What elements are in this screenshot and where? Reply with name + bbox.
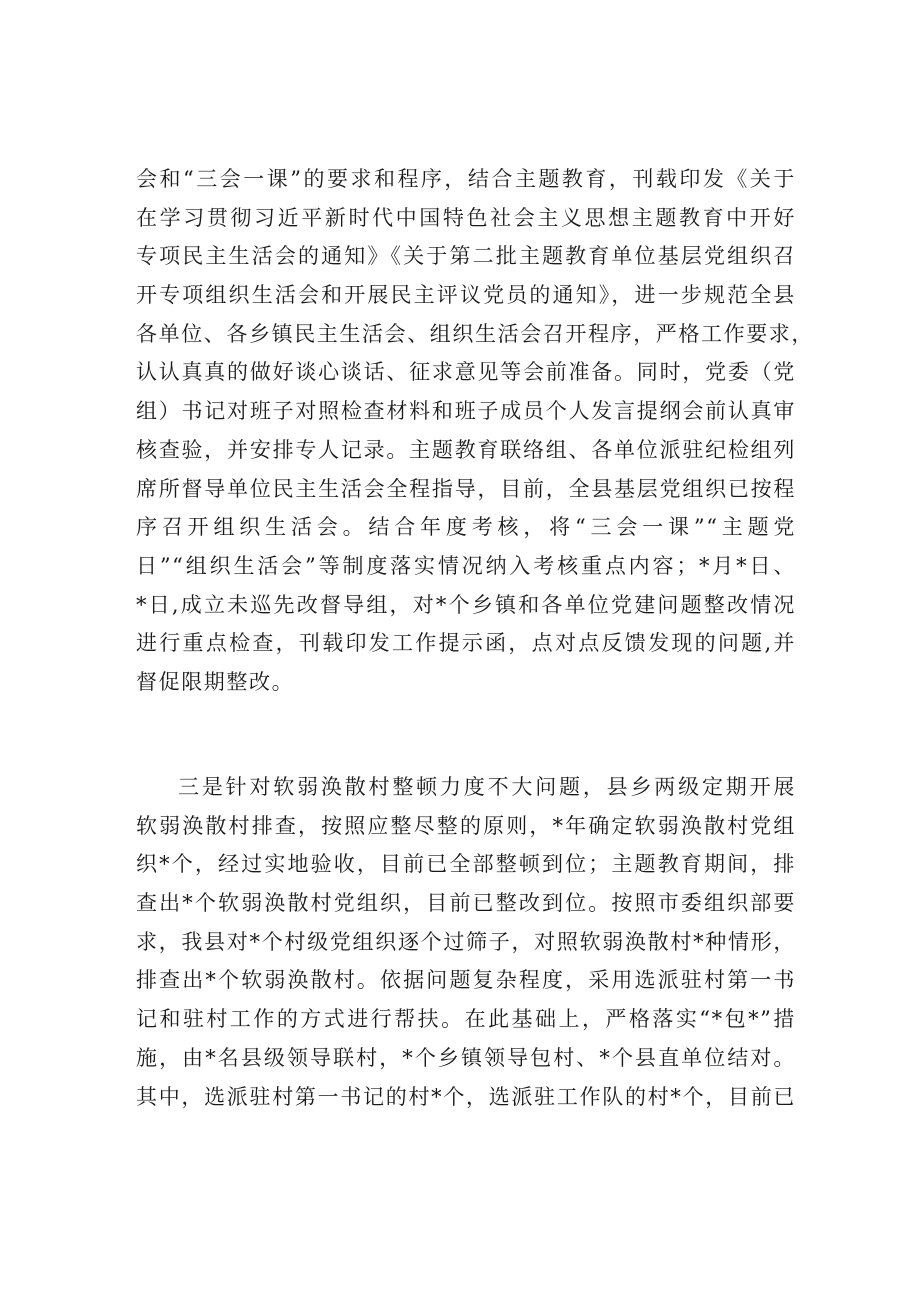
text-line: 开专项组织生活会和开展民主评议党员的通知》，进一步规范全县: [136, 283, 796, 308]
text-line: 专项民主生活会的通知》《关于第二批主题教育单位基层党组织召: [136, 244, 796, 269]
text-line: 施，由*名县级领导联村，*个乡镇领导包村、*个县直单位结对。: [136, 1045, 796, 1070]
paragraph-1: [136, 160, 814, 702]
text-line: 各单位、各乡镇民主生活会、组织生活会召开程序，严格工作要求，: [136, 321, 814, 346]
text-line: 日”“组织生活会”等制度落实情况纳入考核重点内容；*月*日、: [136, 553, 796, 578]
text-line: 求，我县对*个村级党组织逐个过筛子，对照软弱涣散村*种情形，: [136, 929, 796, 954]
text-line: 组）书记对班子对照检查材料和班子成员个人发言提纲会前认真审: [136, 399, 796, 424]
text-line: 督促限期整改。: [136, 669, 295, 694]
text-line: 会和“三会一课”的要求和程序，结合主题教育，刊载印发《关于: [136, 167, 796, 191]
text-line: 序召开组织生活会。结合年度考核，将“三会一课”“主题党: [136, 515, 796, 540]
text-line: 在学习贯彻习近平新时代中国特色社会主义思想主题教育中开好: [136, 205, 796, 230]
text-line: 织*个，经过实地验收，目前已全部整顿到位；主题教育期间，排: [136, 852, 796, 877]
text-line: *日,成立未巡先改督导组，对*个乡镇和各单位党建问题整改情况: [136, 592, 796, 617]
paragraph-2: [136, 768, 796, 1116]
text-line: 查出*个软弱涣散村党组织，目前已整改到位。按照市委组织部要: [136, 891, 796, 916]
text-line: 席所督导单位民主生活会全程指导，目前，全县基层党组织已按程: [136, 476, 796, 501]
text-line: 核查验，并安排专人记录。主题教育联络组、各单位派驻纪检组列: [136, 437, 796, 462]
text-line: 排查出*个软弱涣散村。依据问题复杂程度，采用选派驻村第一书: [136, 968, 796, 993]
text-line: 三是针对软弱涣散村整顿力度不大问题，县乡两级定期开展: [178, 775, 796, 799]
text-line: 进行重点检查，刊载印发工作提示函，点对点反馈发现的问题,并: [136, 631, 796, 656]
text-line: 其中，选派驻村第一书记的村*个，选派驻工作队的村*个，目前已: [136, 1084, 796, 1109]
text-line: 记和驻村工作的方式进行帮扶。在此基础上，严格落实“*包*”措: [136, 1007, 796, 1032]
text-line: 认认真真的做好谈心谈话、征求意见等会前准备。同时，党委（党: [136, 360, 796, 385]
text-line: 软弱涣散村排查，按照应整尽整的原则，*年确定软弱涣散村党组: [136, 813, 796, 838]
